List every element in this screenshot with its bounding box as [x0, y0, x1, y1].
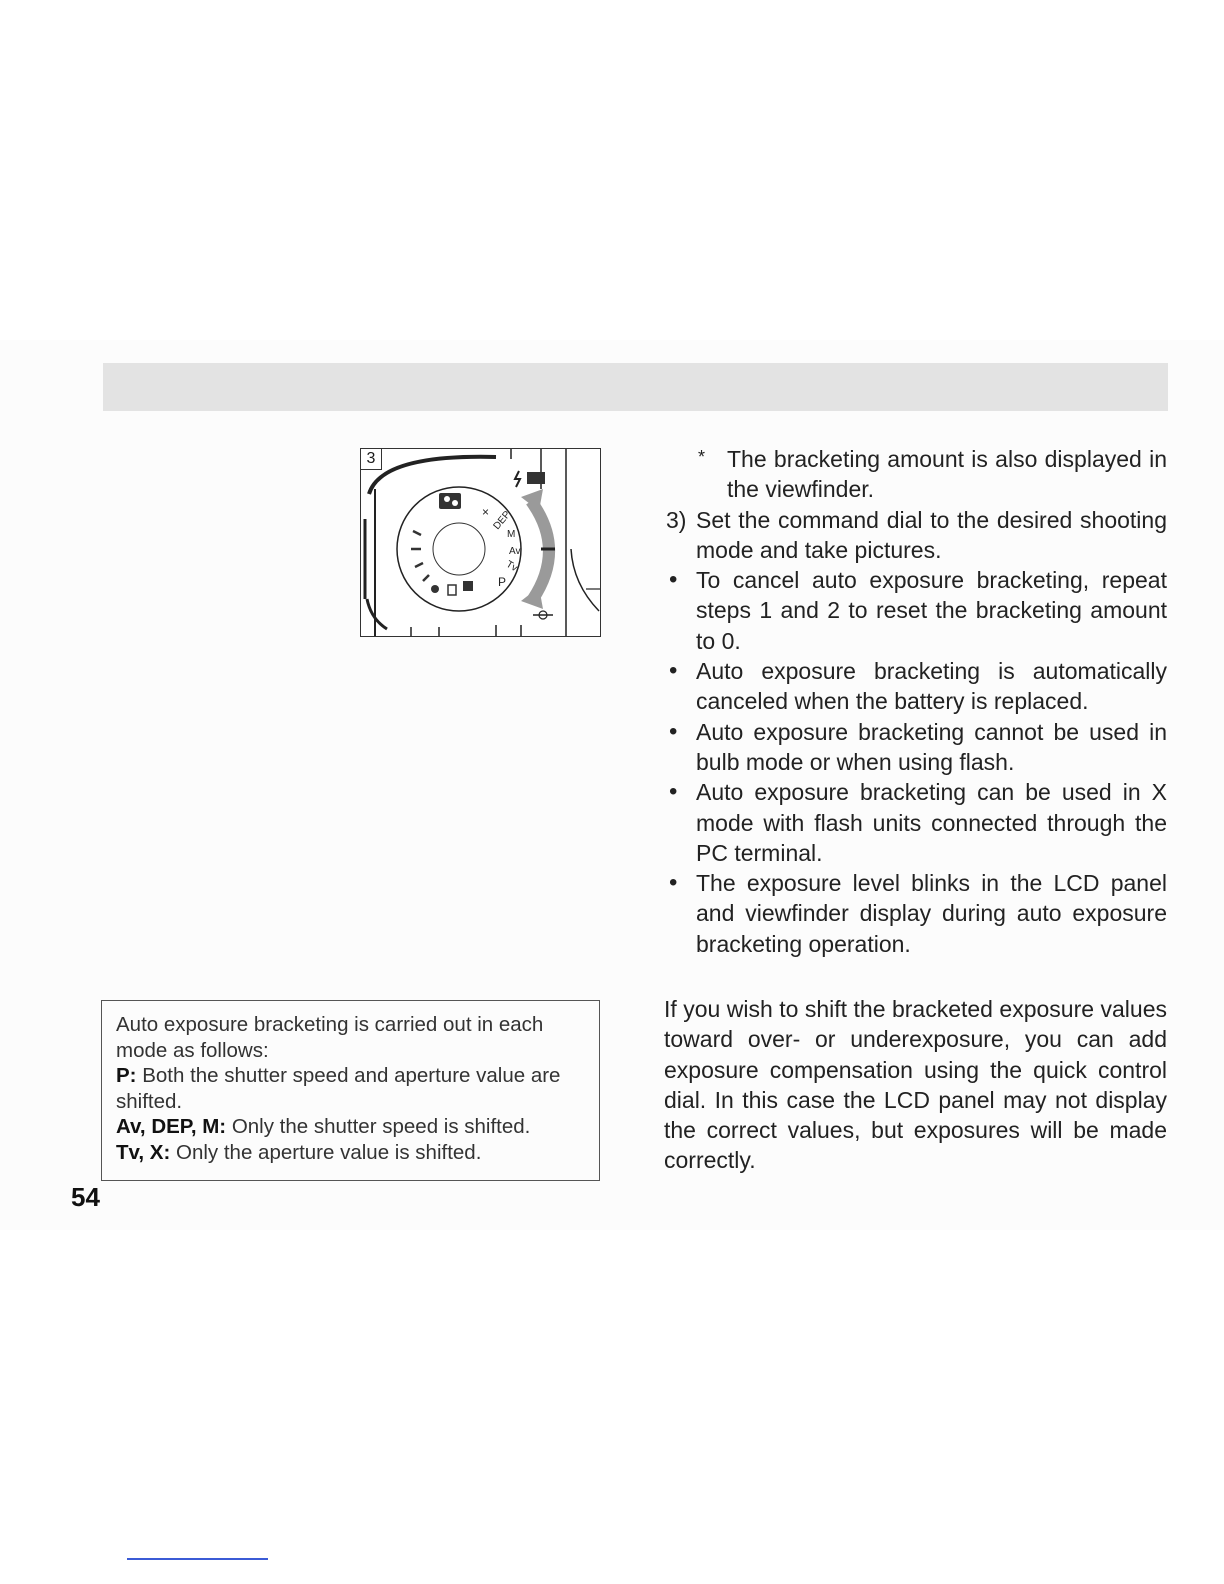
note-row-label: Tv, X: [116, 1140, 171, 1164]
bullet-icon: • [669, 657, 678, 685]
bracketing-note-box [101, 1000, 600, 1181]
dial-label-x: × [482, 505, 490, 519]
bullet-item [664, 868, 1167, 959]
dial-label-av: Av [509, 546, 521, 557]
note-row-text: Only the aperture value is shifted. [176, 1140, 482, 1164]
bullet-item [664, 717, 1167, 778]
step-3-text: Set the command dial to the desired shooting mode and take pictures. [696, 506, 1167, 563]
step-3-number: 3) [666, 506, 687, 533]
figure-number: 3 [361, 449, 382, 470]
bullet-text: Auto exposure bracketing is automatically canceled when the battery is replaced. [696, 658, 1167, 715]
bullet-item [664, 656, 1167, 717]
instructions-column [664, 444, 1167, 959]
header-bar [103, 363, 1168, 411]
note-row-label: Av, DEP, M: [116, 1115, 227, 1138]
bullet-item [664, 777, 1167, 868]
bullet-icon: • [669, 778, 678, 806]
note-row-tv-x [116, 1140, 585, 1166]
note-row-label: P: [116, 1064, 137, 1087]
bullet-text: The exposure level blinks in the LCD panel and viewfinder display during auto exposure bracketing operation. [696, 870, 1167, 957]
mode-dial-illustration [360, 448, 601, 637]
bullet-icon: • [669, 566, 678, 594]
step-3 [664, 505, 1167, 566]
bullet-icon: • [669, 717, 678, 745]
note-row-p [116, 1063, 585, 1114]
asterisk-note-text: The bracketing amount is also displayed in the viewfinder. [727, 446, 1167, 503]
note-row-text: Both the shutter speed and aperture value are shifted. [116, 1064, 561, 1113]
camera-dial-drawing [361, 449, 601, 637]
bullet-text: Auto exposure bracketing cannot be used in bulb mode or when using flash. [696, 718, 1167, 775]
dial-label-dep: DEP [491, 509, 514, 532]
bullet-text: Auto exposure bracketing can be used in X mode with flash units connected through the PC terminal. [696, 779, 1167, 866]
bullet-item [664, 565, 1167, 656]
asterisk-note [664, 444, 1167, 505]
note-intro: Auto exposure bracketing is carried out in each mode as follows: [116, 1013, 544, 1062]
note-row-av-dep-m [116, 1114, 585, 1140]
bullet-text: To cancel auto exposure bracketing, repeat steps 1 and 2 to reset the bracketing amount to 0. [696, 567, 1167, 654]
dial-label-tv: Tv [503, 558, 520, 575]
asterisk-marker: * [698, 447, 706, 467]
footer-link-underline [127, 1558, 268, 1560]
dial-label-p: P [498, 575, 507, 589]
bullet-icon: • [669, 869, 678, 897]
dial-label-m: M [507, 529, 516, 540]
exposure-compensation-paragraph: If you wish to shift the bracketed exposure values toward over- or underexposure, you can add exposure compensation using the quick control dial. In this case the LCD panel may not display the correct values, but exposures will be made correctly. [664, 996, 1167, 1174]
page-number: 54 [71, 1182, 100, 1212]
note-row-text: Only the shutter speed is shifted. [231, 1115, 531, 1138]
